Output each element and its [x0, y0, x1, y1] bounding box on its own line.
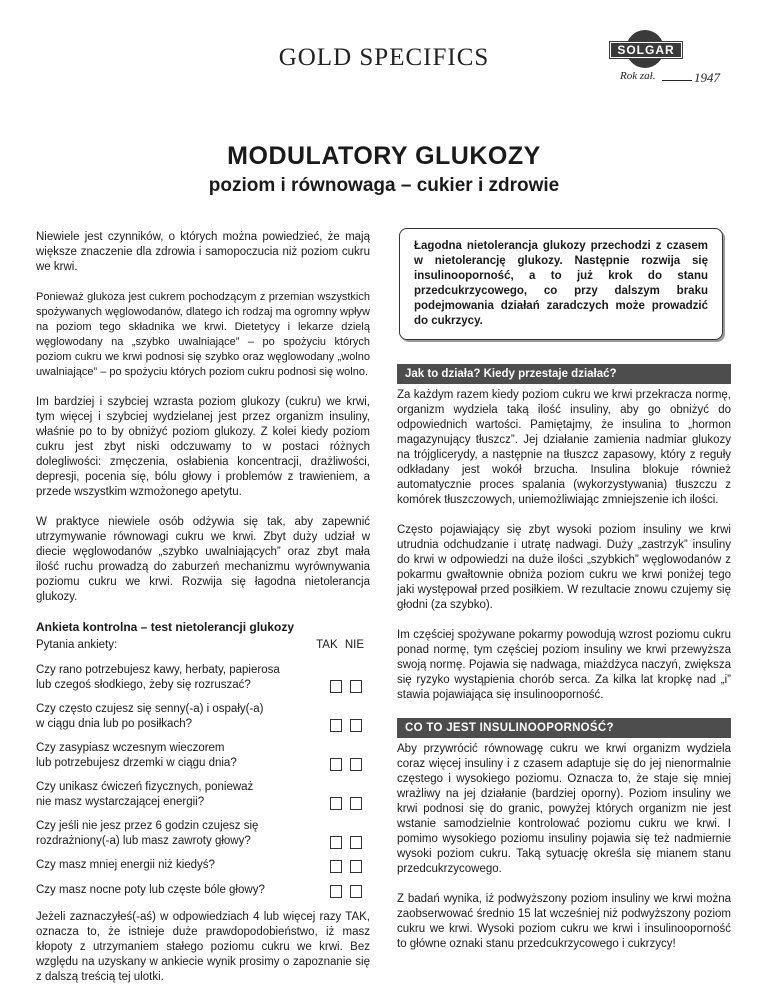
yes-checkbox[interactable] [330, 860, 342, 873]
section-heading-insulin-resistance: CO TO JEST INSULINOOPORNOŚĆ? [397, 718, 731, 738]
how-it-works-paragraph-1: Za każdym razem kiedy poziom cukru we krwi przekracza normę, organizm wydziela taką ilość insuliny, aby go obniżyć do odpowiednich wartości. Pamiętajmy, że insulina to „hormon magazynujący tłuszcz”. Jej działanie zamienia nadmiar glukozy na trójglicerydy, a następnie na tłuszcz zapasowy, który z reguły odkładany jest wokół brzucha. Insulina blokuje również automatycznie proces spalania (wykorzystywania) tłuszczu z komórek tłuszczowych, uniemożliwiając zmniejszenie ich ilości. [397, 389, 731, 506]
no-checkbox[interactable] [350, 680, 362, 693]
brand-logo [598, 30, 728, 86]
left-column [36, 230, 370, 1000]
question-row [36, 741, 370, 771]
question-row [36, 858, 370, 873]
yes-column-label: TAK [316, 639, 338, 651]
question-text-line: Czy unikasz ćwiczeń fizycznych, ponieważ [36, 781, 254, 793]
intro-paragraph-1: Niewiele jest czynników, o których można powiedzieć, że mają większe znaczenie dla zdrowia i samopoczucia niż poziom cukru we krwi. [36, 231, 370, 273]
brochure-series-title: GOLD SPECIFICS [278, 44, 490, 71]
logo-year: 1947 [694, 70, 720, 85]
page-title: MODULATORY GLUKOZY [227, 142, 541, 170]
section-heading-how-it-works: Jak to działa? Kiedy przestaje działać? [397, 364, 731, 384]
yes-checkbox[interactable] [330, 680, 342, 693]
question-text-line: Czy masz nocne poty lub częste bóle głowy? [36, 884, 265, 896]
question-row [36, 780, 370, 810]
intro-paragraph-3: Im bardziej i szybciej wzrasta poziom glukozy (cukru) we krwi, tym więcej i szybciej wydzielanej jest przez organizm insuliny, właśnie po to by obniżyć poziom glukozy. Z kolei kiedy poziom cukru jest zbyt niski odczuwamy to w postaci różnych dolegliwości: zmęczenia, osłabienia koncentracji, drażliwości, depresji, pocenia się, bólu głowy i problemów z trawieniem, a przede wszystkim wzmożonego apetytu. [36, 396, 370, 498]
question-text-line: Czy zasypiasz wczesnym wieczorem [36, 742, 225, 754]
warning-callout: Łagodna nietolerancja glukozy przechodzi z czasem w nietolerancję glukozy. Następnie rozwija się insulinooporność, a to już krok do stanu przedcukrzycowego, co przy dalszym braku podejmowania działań zaradczych może prowadzić do cukrzycy. [399, 228, 723, 340]
no-checkbox[interactable] [350, 885, 362, 898]
test-conclusion: Jeżeli zaznaczyłeś(-aś) w odpowiedziach 4 lub więcej razy TAK, oznacza to, że istnieje duże prawdopodobieństwo, iż masz kłopoty z utrzymaniem stałego poziomu cukru we krwi. Bez względu na uzyskany w ankiecie wynik prosimy o zapoznanie się z dalszą treścią tej ulotki. [36, 911, 370, 983]
question-text-line: Czy jeśli nie jesz przez 6 godzin czujesz się [36, 820, 259, 832]
answer-columns [316, 638, 364, 653]
question-text-line: Czy często czujesz się senny(-a) i ospały(-a) [36, 703, 264, 715]
question-text-line: Czy rano potrzebujesz kawy, herbaty, papierosa [36, 664, 280, 676]
how-it-works-paragraph-3: Im częściej spożywane pokarmy powodują wzrost poziomu cukru ponad normę, tym częściej poziom insuliny we krwi przewyższa swoją normę. Pojawia się nadwaga, miażdżyca naczyń, zwiększa się ryzyko wystąpienia chorób serca. Za kilka lat kropkę nad „i” stawia pojawiająca się insulinooporność. [397, 629, 731, 701]
yes-checkbox[interactable] [330, 836, 342, 849]
logo-divider [662, 80, 692, 81]
test-title: Ankieta kontrolna – test nietolerancji glukozy [36, 620, 295, 634]
intro-paragraph-4: W praktyce niewiele osób odżywia się tak, aby zapewnić utrzymywanie równowagi cukru we krwi. Zbyt duży udział w diecie węglowodanów „szybko uwalniających” oraz zbyt mała ilość ruchu prowadzą do zaburzeń mechanizmu wyrównywania poziomu cukru we krwi. Rozwija się łagodna nietolerancja glukozy. [36, 516, 370, 603]
insulin-resistance-paragraph-1: Aby przywrócić równowagę cukru we krwi organizm wydziela coraz więcej insuliny i z czasem adaptuje się do jej nienormalnie częstego i wysokiego poziomu. Oznacza to, że staje się mniej wrażliwy na jej działanie (bardziej oporny). Poziom insuliny we krwi podnosi się do granic, powyżej których organizm nie jest wstanie samodzielnie kontrolować poziomu cukru we krwi. I pomimo wysokiego poziomu insuliny pojawia się też nadmiernie wysoki poziom cukru. Taką sytuację określa się mianem stanu przedcukrzycowego. [397, 743, 731, 875]
yes-checkbox[interactable] [330, 758, 342, 771]
question-row [36, 663, 370, 693]
no-checkbox[interactable] [350, 797, 362, 810]
no-column-label: NIE [344, 639, 364, 651]
test-header [36, 638, 370, 653]
question-row [36, 702, 370, 732]
question-row [36, 883, 370, 898]
question-text-line: lub potrzebujesz drzemki w ciągu dnia? [36, 757, 237, 769]
questions-label: Pytania ankiety: [36, 639, 118, 651]
logo-brand-text: SOLGAR [610, 42, 682, 58]
insulin-resistance-paragraph-2: Z badań wynika, iż podwyższony poziom insuliny we krwi można zaobserwować średnio 15 lat wcześniej niż podwyższony poziom cukru we krwi. Wysoki poziom cukru we krwi i insulinooporność to główne oznaki stanu przedcukrzycowego i cukrzycy! [397, 893, 731, 950]
no-checkbox[interactable] [350, 719, 362, 732]
how-it-works-paragraph-2: Często pojawiający się zbyt wysoki poziom insuliny we krwi utrudnia odchudzanie i utratę nadwagi. Duży „zastrzyk” insuliny do krwi w odpowiedzi na duże ilości „szybkich” węglowodanów z pokarmu gwałtownie obniża poziom cukru we krwi poniżej tego jaki występował przed posiłkiem. W rezultacie znowu czujemy się głodni (za szybko). [397, 524, 731, 611]
intro-paragraph-2: Ponieważ glukoza jest cukrem pochodzącym z przemian wszystkich spożywanych węglowodanów, dlatego ich rodzaj ma ogromny wpływ na poziom tego składnika we krwi. Dietetycy i lekarze dzielą węglowodany na „szybko uwalniające” – po spożyciu których poziom cukru we krwi podnosi się szybko oraz węglowodany „wolno uwalniające” – po spożyciu których poziom cukru podnosi się wolno. [36, 291, 370, 378]
yes-checkbox[interactable] [330, 719, 342, 732]
question-text-line: lub czegoś słodkiego, żeby się rozruszać? [36, 679, 251, 691]
yes-checkbox[interactable] [330, 797, 342, 810]
no-checkbox[interactable] [350, 860, 362, 873]
question-text-line: Czy masz mniej energii niż kiedyś? [36, 859, 215, 871]
right-column [397, 228, 731, 967]
page-subtitle: poziom i równowaga – cukier i zdrowie [208, 175, 560, 196]
question-text-line: w ciągu dnia lub po posiłkach? [36, 718, 192, 730]
logo-since-label: Rok zał. [620, 70, 656, 82]
no-checkbox[interactable] [350, 758, 362, 771]
question-text-line: rozdrażniony(-a) lub masz zawroty głowy? [36, 835, 251, 847]
yes-checkbox[interactable] [330, 885, 342, 898]
no-checkbox[interactable] [350, 836, 362, 849]
question-row [36, 819, 370, 849]
question-text-line: nie masz wystarczającej energii? [36, 796, 205, 808]
